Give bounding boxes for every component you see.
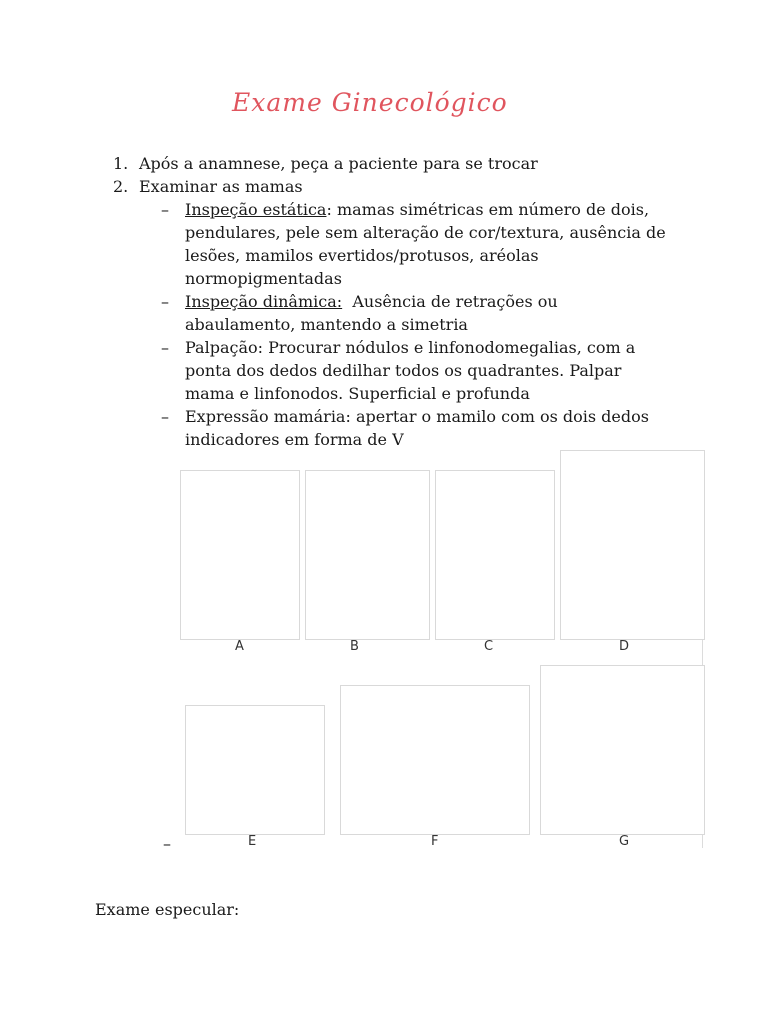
sub-item-text: : mamas simétricas em número de dois, bbox=[326, 200, 650, 219]
bullet-dash: – bbox=[161, 292, 169, 311]
sub-item-label: Inspeção estática bbox=[185, 200, 327, 219]
sub-item-text: pendulares, pele sem alteração de cor/textura, ausência de bbox=[185, 223, 666, 242]
figure-panel-a bbox=[180, 470, 300, 654]
panel-letter: G bbox=[619, 834, 630, 849]
sub-item-text: Ausência de retrações ou bbox=[342, 292, 558, 311]
step-number: 1. bbox=[113, 154, 129, 173]
sub-item-text: indicadores em forma de V bbox=[185, 430, 404, 449]
bullet-dash: – bbox=[161, 200, 169, 219]
bullet-dash: – bbox=[161, 338, 169, 357]
page-title: Exame Ginecológico bbox=[232, 88, 508, 117]
sub-item-inspecao-dinamica bbox=[161, 290, 669, 336]
step-text: Após a anamnese, peça a paciente para se trocar bbox=[139, 154, 538, 173]
sub-item-label: Inspeção dinâmica: bbox=[185, 292, 343, 311]
step-text: Examinar as mamas bbox=[139, 177, 303, 196]
section-heading-exame-especular: Exame especular: bbox=[95, 900, 240, 919]
sub-item-inspecao-estatica bbox=[161, 198, 669, 290]
bullet-dash: – bbox=[161, 407, 169, 426]
exam-steps-list bbox=[113, 152, 713, 451]
breast-exam-figure bbox=[170, 450, 710, 860]
sub-item-text: mama e linfonodos. Superficial e profunda bbox=[185, 384, 530, 403]
figure-panel-e bbox=[185, 705, 325, 849]
panel-letter: D bbox=[619, 639, 630, 654]
step-number: 2. bbox=[113, 177, 129, 196]
figure-panel-b bbox=[305, 470, 430, 654]
sub-item-text: abaulamento, mantendo a simetria bbox=[185, 315, 468, 334]
sub-item-text: ponta dos dedos dedilhar todos os quadrantes. Palpar bbox=[185, 361, 622, 380]
stray-dash: – bbox=[163, 834, 171, 853]
panel-letter: C bbox=[484, 639, 494, 654]
figure-panel-g bbox=[540, 665, 705, 849]
sub-item-text: Palpação: Procurar nódulos e linfonodomegalias, com a bbox=[185, 338, 636, 357]
figure-panel-c bbox=[435, 470, 555, 654]
step-1 bbox=[113, 152, 713, 175]
sub-item-expressao-mamaria bbox=[161, 405, 669, 451]
figure-panel-f bbox=[340, 685, 530, 849]
panel-letter: B bbox=[350, 639, 359, 654]
panel-letter: A bbox=[235, 639, 244, 654]
panel-letter: F bbox=[431, 834, 439, 849]
sub-item-text: lesões, mamilos evertidos/protusos, aréolas bbox=[185, 246, 539, 265]
panel-letter: E bbox=[248, 834, 257, 849]
sub-item-palpacao bbox=[161, 336, 669, 405]
sub-item-text: Expressão mamária: apertar o mamilo com os dois dedos bbox=[185, 407, 649, 426]
figure-panel-d bbox=[560, 450, 705, 654]
sub-item-text: normopigmentadas bbox=[185, 269, 342, 288]
step-2 bbox=[113, 175, 713, 198]
